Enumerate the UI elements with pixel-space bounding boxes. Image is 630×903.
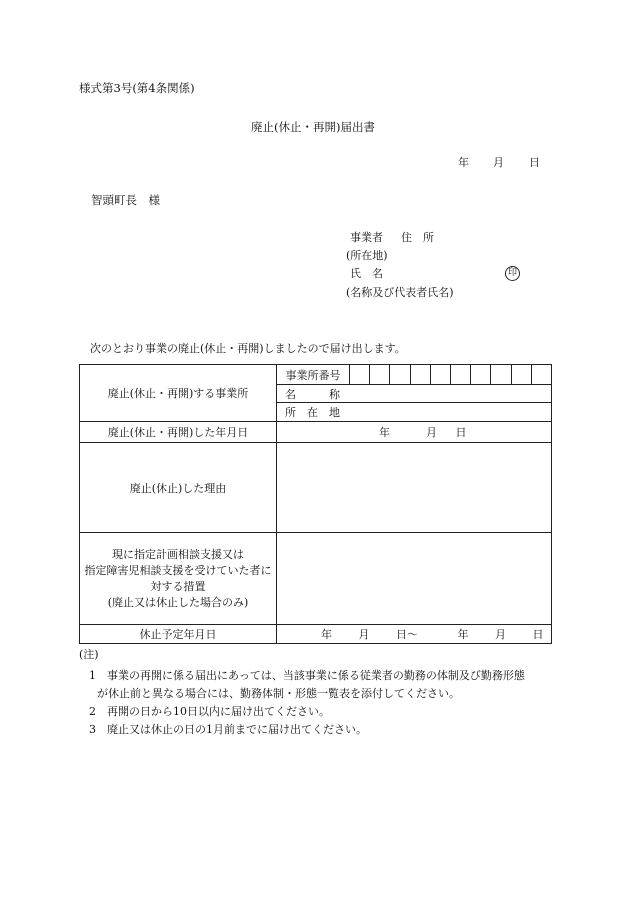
measure-line: 現に指定計画相談支援又は: [112, 547, 244, 561]
office-number-digit[interactable]: [370, 365, 390, 385]
note-item: 3 廃止又は休止の日の1月前までに届け出てください。: [89, 723, 367, 736]
office-number-digit[interactable]: [450, 365, 470, 385]
action-date-day: 日: [455, 426, 467, 439]
addressee: 智頭町長 様: [91, 193, 160, 207]
action-date-label: 廃止(休止・再開)した年月日: [80, 422, 277, 443]
office-name-field[interactable]: [277, 385, 552, 403]
form-table: [79, 364, 552, 644]
office-number-digit[interactable]: [511, 365, 531, 385]
date-month-label: 月: [493, 156, 504, 169]
planned-to-month: 月: [495, 628, 506, 641]
planned-from-day: 日〜: [396, 628, 418, 641]
office-number-digit[interactable]: [531, 365, 551, 385]
office-label: 廃止(休止・再開)する事業所: [80, 365, 277, 422]
office-number-digit[interactable]: [410, 365, 430, 385]
date-day-label: 日: [529, 156, 540, 169]
page-title: 廃止(休止・再開)届出書: [251, 120, 375, 134]
reason-field[interactable]: [277, 443, 552, 533]
measure-line: 対する措置: [150, 579, 206, 593]
office-number-digit[interactable]: [491, 365, 511, 385]
address-label: 住 所: [401, 231, 434, 244]
planned-from-month: 月: [358, 628, 370, 641]
note-item: 1 事業の再開に係る届出にあっては、当該事業に係る従業者の勤務の体制及び勤務形態: [89, 669, 525, 682]
office-number-digit[interactable]: [350, 365, 370, 385]
reason-label: 廃止(休止)した理由: [80, 443, 277, 533]
seal-mark: 印: [505, 266, 520, 281]
office-address-label: 所 在 地: [285, 406, 340, 419]
office-number-digit[interactable]: [471, 365, 491, 385]
office-address-field[interactable]: [277, 403, 552, 422]
intro-text: 次のとおり事業の廃止(休止・再開)しましたので届け出します。: [90, 342, 406, 355]
measure-line: (廃止又は休止した場合のみ): [107, 595, 249, 609]
date-year-label: 年: [458, 156, 469, 169]
location-label: (所在地): [346, 249, 388, 262]
name-label: 氏 名: [350, 267, 383, 280]
measure-line: 指定障害児相談支援を受けていた者に: [84, 563, 272, 577]
planned-to-year: 年: [457, 628, 469, 641]
action-date-month: 月: [425, 426, 437, 439]
office-number-digit[interactable]: [390, 365, 410, 385]
form-number: 様式第3号(第4条関係): [79, 81, 195, 95]
office-name-label: 名 称: [285, 387, 340, 401]
action-date-field[interactable]: [277, 422, 552, 443]
office-number-digit[interactable]: [430, 365, 450, 385]
office-number-label: 事業所番号: [277, 365, 350, 385]
measure-field[interactable]: [277, 533, 552, 625]
note-item: 2 再開の日から10日以内に届け出てください。: [89, 705, 330, 718]
measure-label: [80, 533, 277, 625]
planned-date-field[interactable]: [277, 625, 552, 644]
planned-to-day: 日: [532, 628, 544, 641]
note-item: が休止前と異なる場合には、勤務体制・形態一覧表を添付してください。: [97, 687, 460, 700]
planned-from-year: 年: [321, 628, 332, 641]
action-date-year: 年: [378, 426, 390, 439]
name-detail-label: (名称及び代表者氏名): [346, 286, 454, 299]
notes-heading: (注): [79, 648, 99, 661]
business-label: 事業者: [350, 231, 383, 244]
planned-date-label: 休止予定年月日: [80, 625, 277, 644]
